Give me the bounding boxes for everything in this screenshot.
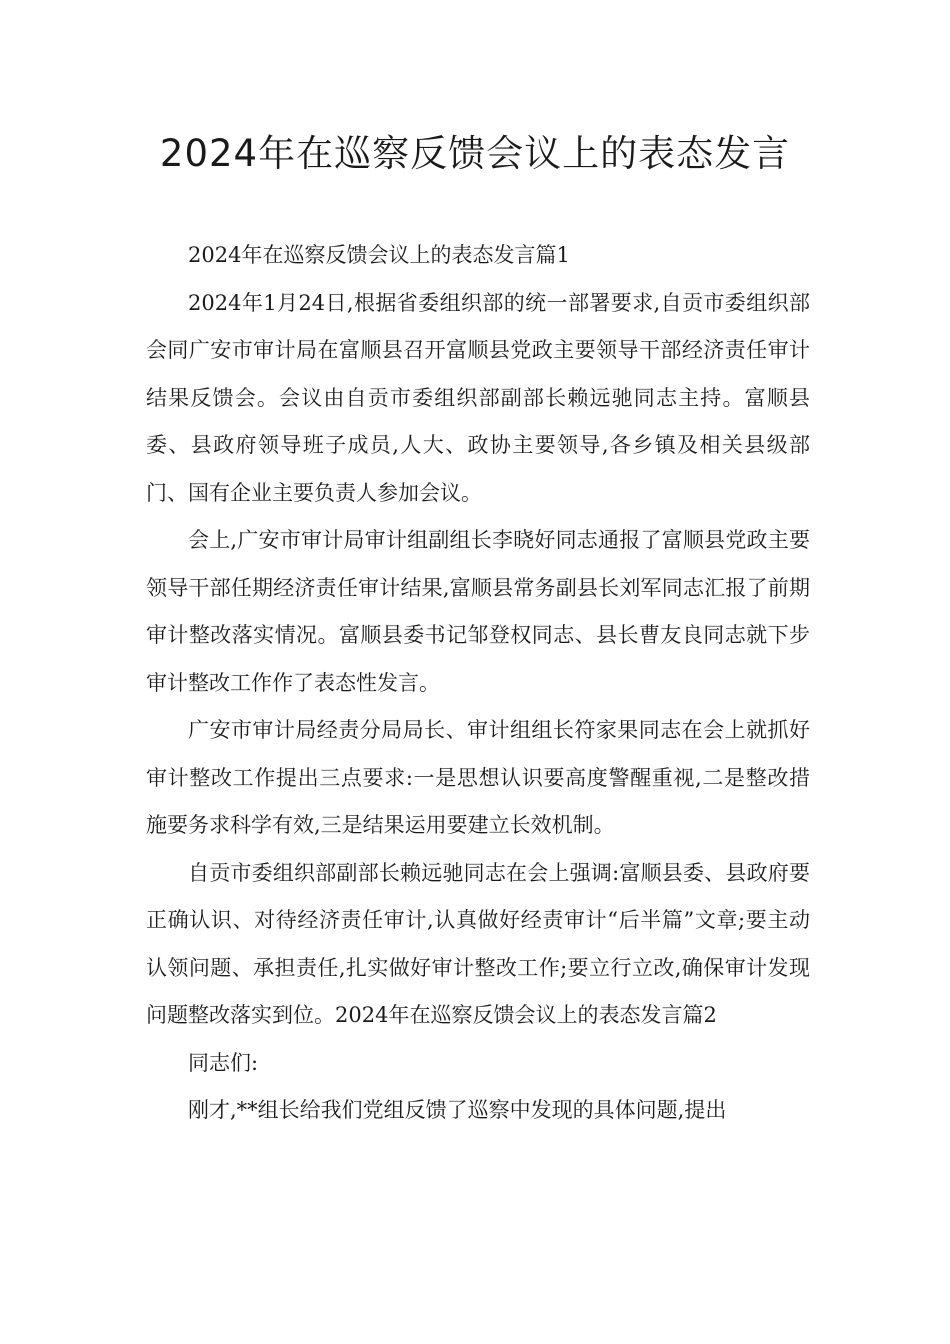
paragraph: 2024年1月24日,根据省委组织部的统一部署要求,自贡市委组织部会同广安市审计局在富顺县召开富顺县党政主要领导干部经济责任审计结果反馈会。会议由自贡市委组织部副部长赖远驰同志主持。富顺县委、县政府领导班子成员,人大、政协主要领导,各乡镇及相关县级部门、国有企业主要负责人参加会议。 — [146, 290, 810, 505]
paragraph: 刚才,**组长给我们党组反馈了巡察中发现的具体问题,提出 — [188, 1098, 727, 1122]
paragraph: 自贡市委组织部副部长赖远驰同志在会上强调:富顺县委、县政府要正确认识、对待经济责任审计,认真做好经责审计“后半篇”文章;要主动认领问题、承担责任,扎实做好审计整改工作;要立行立改,确保审计发现问题整改落实到位。2024年在巡察反馈会议上的表态发言篇2 — [146, 860, 810, 1027]
paragraph: 广安市审计局经责分局局长、审计组组长符家果同志在会上就抓好审计整改工作提出三点要求:一是思想认识要高度警醒重视,二是整改措施要务求科学有效,三是结果运用要建立长效机制。 — [146, 718, 810, 837]
paragraph-heading-1: 2024年在巡察反馈会议上的表态发言篇1 — [188, 243, 570, 267]
paragraph: 会上,广安市审计局审计组副组长李晓好同志通报了富顺县党政主要领导干部任期经济责任审计结果,富顺县常务副县长刘军同志汇报了前期审计整改落实情况。富顺县委书记邹登权同志、县长曹友良同志就下步审计整改工作作了表态性发言。 — [146, 528, 810, 695]
paragraph-salutation: 同志们: — [188, 1050, 259, 1075]
document-body — [146, 232, 810, 1135]
document-title: 2024年在巡察反馈会议上的表态发言 — [159, 132, 791, 175]
